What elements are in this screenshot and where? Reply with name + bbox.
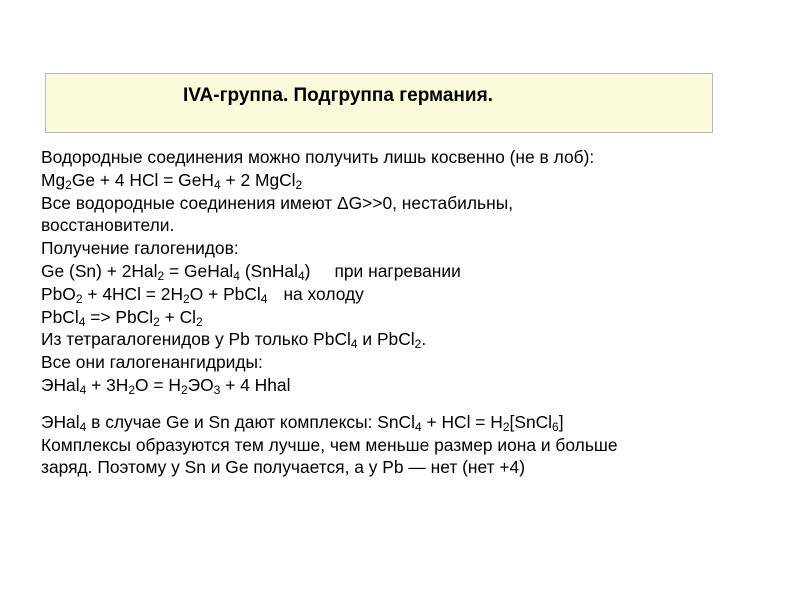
subscript: 6 [552, 419, 559, 434]
formula-part: в случае Ge и Sn дают комплексы: SnCl [86, 411, 415, 432]
formula-part: (SnHal [239, 260, 298, 281]
subscript: 2 [196, 314, 203, 329]
formula-part: Mg [41, 169, 66, 190]
condition-note: при нагревании [334, 260, 461, 281]
formula-part: ЭO [187, 374, 214, 395]
slide-body [41, 146, 731, 479]
formula-part: Ge + 4 HCl = GeH [71, 169, 214, 190]
formula-line [41, 260, 731, 283]
subscript: 2 [75, 291, 83, 306]
formula-line [41, 283, 731, 306]
formula-part: = GeHal [164, 260, 234, 281]
formula-part: Ge (Sn) + 2Hal [41, 260, 158, 281]
formula-line [41, 169, 731, 192]
subscript: 4 [350, 337, 358, 352]
subscript: 2 [157, 268, 165, 283]
subscript: 2 [153, 314, 160, 329]
text-line: Водородные соединения можно получить лишь косвенно (не в лоб): [41, 147, 595, 167]
formula-line [41, 411, 731, 434]
formula-part: и PbCl [357, 329, 415, 350]
text-line: Комплексы образуются тем лучше, чем меньше размер иона и больше [41, 434, 618, 455]
subscript: 4 [79, 382, 87, 397]
text-line: восстановители. [41, 215, 175, 236]
formula-part: + 4 Hhal [220, 374, 291, 395]
subscript: 2 [180, 382, 188, 397]
subscript: 4 [78, 314, 86, 329]
subscript: 4 [233, 268, 240, 283]
formula-part: + 2 MgCl [220, 169, 296, 190]
formula-part: + HCl = H [421, 411, 503, 432]
formula-line [41, 328, 731, 351]
formula-part: ЭHal [41, 411, 80, 432]
text-line: Все водородные соединения имеют ΔG>>0, нестабильны, [41, 192, 514, 213]
subscript: 2 [183, 291, 190, 306]
subscript: 4 [79, 419, 87, 434]
formula-part: O = H [135, 374, 181, 395]
subscript: 2 [65, 177, 72, 192]
formula-part: . [421, 329, 427, 350]
formula-part: O + PbCl [189, 283, 261, 304]
formula-part: Из тетрагалогенидов у Pb только PbCl [41, 329, 351, 350]
formula-part: ЭHal [41, 374, 80, 395]
formula-part: + Cl [159, 306, 196, 327]
formula-part: + 4HCl = 2H [82, 283, 184, 304]
subscript: 4 [414, 419, 422, 434]
text-line: Все они галогенангидриды: [41, 352, 263, 373]
formula-part: + 3H [86, 374, 129, 395]
subscript: 2 [414, 337, 422, 352]
text-line: заряд. Поэтому у Sn и Ge получается, а у Pb — нет (нет +4) [41, 457, 526, 478]
subscript: 4 [297, 268, 305, 283]
formula-part: PbCl [41, 306, 79, 327]
formula-part: [SnCl [509, 411, 553, 432]
subscript: 3 [213, 382, 221, 397]
formula-part: ) [304, 260, 311, 281]
condition-note: на холоду [283, 283, 364, 304]
slide-title: IVA-группа. Подгруппа германия. [183, 85, 493, 106]
formula-line [41, 306, 731, 329]
formula-line [41, 374, 731, 397]
formula-part: PbO [41, 283, 76, 304]
formula-part: => PbCl [85, 306, 154, 327]
paragraph-gap [41, 397, 731, 411]
subscript: 2 [502, 419, 510, 434]
title-box [45, 73, 713, 133]
text-line: Получение галогенидов: [41, 238, 239, 259]
formula-part: ] [558, 411, 564, 432]
subscript: 2 [295, 177, 303, 192]
subscript: 4 [260, 291, 268, 306]
subscript: 4 [213, 177, 221, 192]
subscript: 2 [128, 382, 136, 397]
